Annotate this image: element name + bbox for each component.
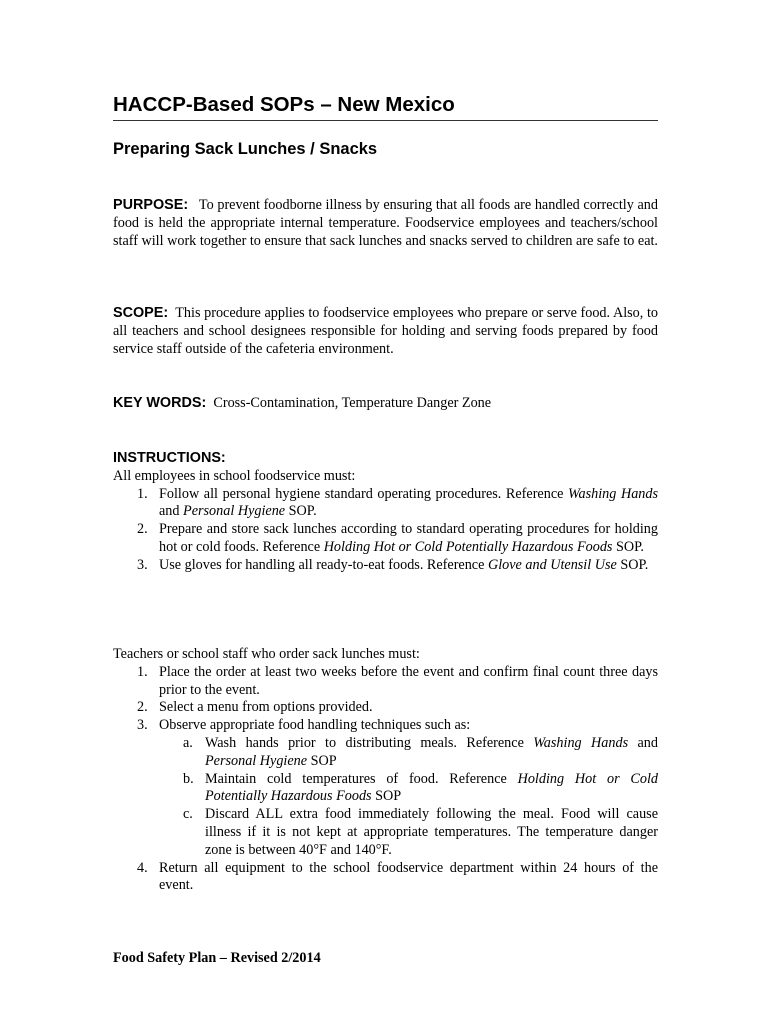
list-item: b. Maintain cold temperatures of food. Reference Holding Hot or Cold Potentially Hazardous Foods SOP (183, 770, 658, 805)
scope-section (113, 305, 658, 358)
staff-intro: Teachers or school staff who order sack lunches must: (113, 646, 420, 662)
purpose-text: To prevent foodborne illness by ensuring that all foods are handled correctly and food is held the appropriate internal temperature. Foodservice employees and teachers/school staff will work together to ensure that sack lunches and snacks served to children are safe to eat. (113, 197, 658, 249)
list-item: 1. Follow all personal hygiene standard operating procedures. Reference Washing Hands and Personal Hygiene SOP. (137, 485, 658, 520)
keywords-text: Cross-Contamination, Temperature Danger Zone (213, 395, 492, 411)
purpose-label: PURPOSE: (113, 197, 189, 213)
employees-steps (113, 486, 658, 575)
page-subtitle: Preparing Sack Lunches / Snacks (113, 140, 378, 158)
list-item: 2. Prepare and store sack lunches according to standard operating procedures for holding hot or cold foods. Reference Holding Hot or Cold Potentially Hazardous Foods SOP. (137, 521, 658, 555)
keywords-label: KEY WORDS: (113, 395, 207, 411)
employees-intro: All employees in school foodservice must: (113, 467, 356, 484)
staff-section (113, 646, 658, 895)
scope-text: This procedure applies to foodservice employees who prepare or serve food. Also, to all teachers and school designees responsible for holding and serving foods prepared by food service staff outside of the cafeteria environment. (113, 305, 658, 357)
scope-label: SCOPE: (113, 305, 169, 321)
substeps (159, 735, 658, 860)
page-title: HACCP-Based SOPs – New Mexico (113, 92, 658, 121)
keywords-section (113, 395, 658, 413)
staff-steps (113, 664, 658, 895)
list-item: 4. Return all equipment to the school foodservice department within 24 hours of the event. (137, 859, 658, 894)
instructions-section (113, 450, 658, 575)
instructions-label: INSTRUCTIONS: (113, 450, 226, 466)
list-item: 3. Use gloves for handling all ready-to-eat foods. Reference Glove and Utensil Use SOP. (137, 556, 649, 573)
list-item: a. Wash hands prior to distributing meals. Reference Washing Hands and Personal Hygiene SOP (183, 734, 658, 769)
purpose-section (113, 197, 658, 250)
page-footer: Food Safety Plan – Revised 2/2014 (113, 950, 321, 966)
list-item: 1. Place the order at least two weeks before the event and confirm final count three days prior to the event. (137, 663, 658, 698)
list-item: c. Discard ALL extra food immediately following the meal. Food will cause illness if it is not kept at appropriate temperatures. The temperature danger zone is between 40°F and 140°F. (183, 806, 658, 858)
list-item: 3. Observe appropriate food handling techniques such as: a. Wash hands prior to distributing meals. Reference Washing Hands and Personal Hygiene SOP b. Maintain cold temperatures of food. Reference Holding Hot or Cold Potentially Hazardous Foods SOP c. Discard ALL extra food immediately following the meal. Food will cause illness if it is not kept at appropriate temperatures. The temperature danger zone is between 40°F and 140°F. (137, 717, 658, 858)
list-item: 2. Select a menu from options provided. (137, 699, 373, 716)
